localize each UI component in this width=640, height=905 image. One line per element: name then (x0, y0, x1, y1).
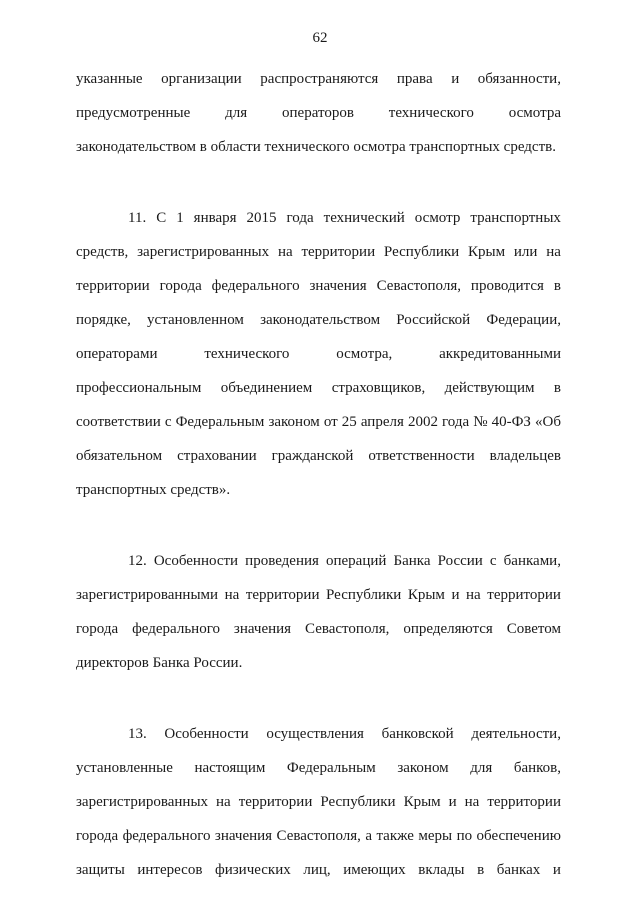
text-line: указанные организации распространяются права и обязанности, (76, 71, 561, 87)
text-line: установленные настоящим Федеральным законом для банков, (76, 760, 561, 776)
text-line: транспортных средств». (76, 482, 231, 498)
text-line: зарегистрированными на территории Республики Крым и на территории (76, 587, 561, 603)
text-line: зарегистрированных на территории Республики Крым и на территории (76, 794, 561, 810)
text-line: законодательством в области технического осмотра транспортных средств. (76, 139, 556, 155)
text-line: профессиональным объединением страховщиков, действующим в (76, 380, 561, 396)
text-line: 13. Особенности осуществления банковской деятельности, (128, 726, 561, 742)
text-line: города федерального значения Севастополя, определяются Советом (76, 621, 561, 637)
text-line: порядке, установленном законодательством Российской Федерации, (76, 312, 561, 328)
paragraph-gap (76, 164, 561, 201)
paragraph-gap (76, 507, 561, 544)
paragraph-p13 (76, 717, 561, 887)
paragraph-cont (76, 62, 561, 164)
text-line: 12. Особенности проведения операций Банка России с банками, (128, 553, 561, 569)
paragraph-gap (76, 680, 561, 717)
text-line: обязательном страховании гражданской ответственности владельцев (76, 448, 561, 464)
text-line: города федерального значения Севастополя, а также меры по обеспечению (76, 828, 561, 844)
text-line: защиты интересов физических лиц, имеющих вклады в банках и (76, 862, 561, 878)
text-line: средств, зарегистрированных на территории Республики Крым или на (76, 244, 561, 260)
text-line: предусмотренные для операторов технического осмотра (76, 105, 561, 121)
text-line: операторами технического осмотра, аккредитованными (76, 346, 561, 362)
text-line: соответствии с Федеральным законом от 25 апреля 2002 года № 40-ФЗ «Об (76, 414, 561, 430)
text-line: директоров Банка России. (76, 655, 243, 671)
paragraph-p12 (76, 544, 561, 680)
paragraph-p11 (76, 201, 561, 507)
text-line: территории города федерального значения Севастополя, проводится в (76, 278, 561, 294)
page-number: 62 (312, 30, 328, 46)
text-line: 11. С 1 января 2015 года технический осмотр транспортных (128, 210, 561, 226)
document-body (76, 62, 561, 887)
